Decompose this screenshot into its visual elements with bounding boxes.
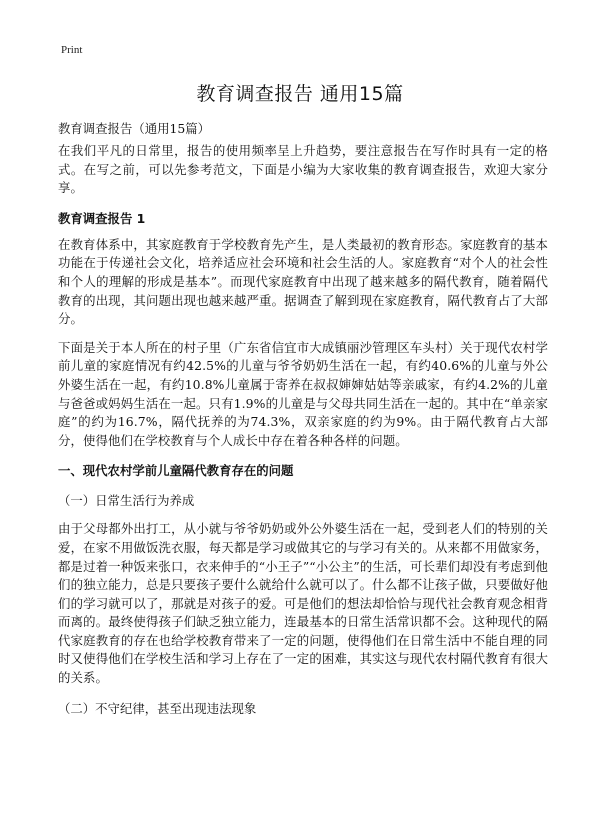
subheading-1: （一）日常生活行为养成 [58,493,195,509]
document-title: 教育调查报告 通用15篇 [196,83,404,105]
section-heading-2: 一、现代农村学前儿童隔代教育存在的问题 [58,463,294,479]
document-body [58,120,548,728]
print-label[interactable]: Print [61,44,83,56]
paragraph-2: 下面是关于本人所在的村子里（广东省信宜市大成镇丽沙管理区车头村）关于现代农村学前儿童的家庭情况有约42.5%的儿童与爷爷奶奶生活在一起，有约40.6%的儿童与外公外婆生活在一起，有约10.8%儿童属于寄养在叔叔婶婶姑姑等亲戚家，有约4.2%的儿童与爸爸或妈妈生活在一起。只有1.9%的儿童是与父母共同生活在一起的。其中在“单亲家庭”的约为16.7%，隔代抚养的为74.3%，双亲家庭的约为9%。由于隔代教育占大部分，使得他们在学校教育与个人成长中存在着各种各样的问题。 [58,339,548,448]
subheading-2: （二）不守纪律，甚至出现违法现象 [58,700,257,716]
paragraph-3: 由于父母都外出打工，从小就与爷爷奶奶或外公外婆生活在一起，受到老人们的特别的关爱，在家不用做饭洗衣服，每天都是学习或做其它的与学习有关的。从来都不用做家务，都是过着一种饭来张口，衣来伸手的“小王子”“小公主”的生活，可长辈们却没有考虑到他们的独立能力，总是只要孩子要什么就给什么就可以了。什么都不让孩子做，只要做好他们的学习就可以了，那就是对孩子的爱。可是他们的想法却恰恰与现代社会教育观念相背而离的。最终使得孩子们缺乏独立能力，连最基本的日常生活常识都不会。这种现代的隔代家庭教育的存在也给学校教育带来了一定的问题，使得他们在日常生活中不能自理的同时又使得他们在学校生活和学习上存在了一定的困难，其实这与现代农村隔代教育有很大的关系。 [58,521,548,686]
paragraph-1: 在教育体系中，其家庭教育于学校教育先产生，是人类最初的教育形态。家庭教育的基本功能在于传递社会文化，培养适应社会环境和社会生活的人。家庭教育“对个人的社会性和个人的理解的形成是基本”。而现代家庭教育中出现了越来越多的隔代教育，随着隔代教育的出现，其问题出现也越来越严重。据调查了解到现在家庭教育，隔代教育占了大部分。 [58,236,548,327]
section-heading-1: 教育调查报告 1 [58,210,146,226]
document-subtitle: 教育调查报告（通用15篇） [58,121,211,136]
intro-paragraph: 在我们平凡的日常里，报告的使用频率呈上升趋势，要注意报告在写作时具有一定的格式。在写之前，可以先参考范文，下面是小编为大家收集的教育调查报告，欢迎大家分享。 [58,143,548,196]
